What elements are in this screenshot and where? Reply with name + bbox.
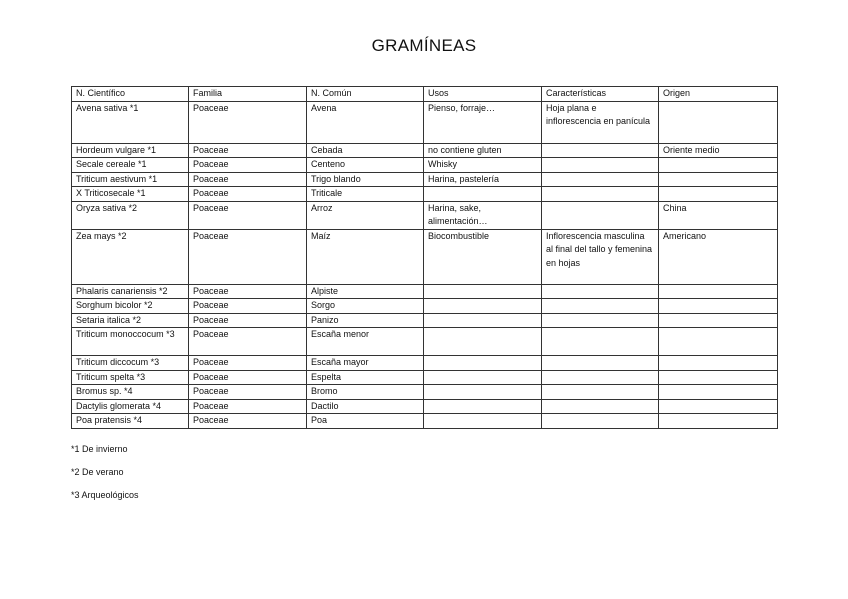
cell-scientific-name: Poa pratensis *4 [72, 414, 189, 429]
cell-uses [424, 385, 542, 400]
table-row [72, 399, 778, 414]
cell-uses [424, 313, 542, 328]
cell-scientific-name: Triticum monoccocum *3 [72, 328, 189, 356]
footnote-winter: *1 De invierno [71, 444, 128, 454]
cell-uses [424, 399, 542, 414]
grasses-table [71, 86, 778, 429]
cell-family: Poaceae [189, 187, 307, 202]
cell-common-name: Escaña mayor [307, 356, 424, 371]
cell-characteristics: Inflorescencia masculina al final del tallo y femenina en hojas [542, 229, 659, 284]
cell-uses: no contiene gluten [424, 143, 542, 158]
cell-characteristics [542, 385, 659, 400]
table-row [72, 385, 778, 400]
cell-uses: Harina, pastelería [424, 172, 542, 187]
header-origin: Origen [659, 87, 778, 102]
table-row [72, 356, 778, 371]
table-header-row [72, 87, 778, 102]
cell-scientific-name: Phalaris canariensis *2 [72, 284, 189, 299]
cell-uses [424, 328, 542, 356]
header-uses: Usos [424, 87, 542, 102]
cell-family: Poaceae [189, 313, 307, 328]
cell-characteristics [542, 284, 659, 299]
table-row [72, 172, 778, 187]
cell-uses [424, 284, 542, 299]
cell-characteristics [542, 299, 659, 314]
cell-origin [659, 356, 778, 371]
cell-origin: Oriente medio [659, 143, 778, 158]
header-common-name: N. Común [307, 87, 424, 102]
cell-origin [659, 284, 778, 299]
table-row [72, 414, 778, 429]
cell-family: Poaceae [189, 385, 307, 400]
cell-common-name: Maíz [307, 229, 424, 284]
cell-family: Poaceae [189, 229, 307, 284]
cell-uses: Biocombustible [424, 229, 542, 284]
cell-family: Poaceae [189, 172, 307, 187]
table-row [72, 313, 778, 328]
cell-uses [424, 414, 542, 429]
cell-family: Poaceae [189, 158, 307, 173]
cell-common-name: Centeno [307, 158, 424, 173]
table-row [72, 370, 778, 385]
cell-characteristics [542, 414, 659, 429]
cell-scientific-name: Zea mays *2 [72, 229, 189, 284]
cell-scientific-name: Triticum diccocum *3 [72, 356, 189, 371]
footnotes [71, 443, 139, 512]
table-row [72, 201, 778, 229]
cell-family: Poaceae [189, 370, 307, 385]
cell-uses: Whisky [424, 158, 542, 173]
cell-characteristics [542, 370, 659, 385]
cell-uses [424, 187, 542, 202]
cell-common-name: Escaña menor [307, 328, 424, 356]
cell-family: Poaceae [189, 299, 307, 314]
cell-origin [659, 399, 778, 414]
cell-common-name: Triticale [307, 187, 424, 202]
cell-origin [659, 328, 778, 356]
cell-uses [424, 370, 542, 385]
cell-scientific-name: Secale cereale *1 [72, 158, 189, 173]
cell-characteristics [542, 172, 659, 187]
cell-scientific-name: X Triticosecale *1 [72, 187, 189, 202]
cell-scientific-name: Avena sativa *1 [72, 101, 189, 143]
table-row [72, 284, 778, 299]
cell-scientific-name: Hordeum vulgare *1 [72, 143, 189, 158]
cell-origin [659, 414, 778, 429]
cell-common-name: Bromo [307, 385, 424, 400]
table-row [72, 101, 778, 143]
footnote-archaeological: *3 Arqueológicos [71, 490, 139, 500]
cell-common-name: Sorgo [307, 299, 424, 314]
page-title: GRAMÍNEAS [371, 36, 477, 55]
table-row [72, 299, 778, 314]
header-family: Familia [189, 87, 307, 102]
cell-scientific-name: Sorghum bicolor *2 [72, 299, 189, 314]
cell-origin [659, 299, 778, 314]
cell-family: Poaceae [189, 328, 307, 356]
cell-origin [659, 313, 778, 328]
cell-characteristics [542, 158, 659, 173]
cell-origin: China [659, 201, 778, 229]
cell-origin: Americano [659, 229, 778, 284]
cell-scientific-name: Setaria italica *2 [72, 313, 189, 328]
cell-family: Poaceae [189, 143, 307, 158]
cell-characteristics [542, 399, 659, 414]
cell-origin [659, 385, 778, 400]
cell-scientific-name: Triticum aestivum *1 [72, 172, 189, 187]
cell-family: Poaceae [189, 284, 307, 299]
table-row [72, 143, 778, 158]
cell-origin [659, 101, 778, 143]
cell-common-name: Poa [307, 414, 424, 429]
table-row [72, 187, 778, 202]
cell-common-name: Avena [307, 101, 424, 143]
cell-characteristics [542, 187, 659, 202]
cell-family: Poaceae [189, 399, 307, 414]
cell-scientific-name: Triticum spelta *3 [72, 370, 189, 385]
cell-common-name: Arroz [307, 201, 424, 229]
cell-common-name: Panizo [307, 313, 424, 328]
cell-uses [424, 356, 542, 371]
cell-uses [424, 299, 542, 314]
cell-common-name: Espelta [307, 370, 424, 385]
cell-origin [659, 172, 778, 187]
cell-characteristics: Hoja plana e inflorescencia en panícula [542, 101, 659, 143]
cell-family: Poaceae [189, 101, 307, 143]
header-characteristics: Características [542, 87, 659, 102]
table-row [72, 158, 778, 173]
cell-characteristics [542, 356, 659, 371]
cell-uses: Pienso, forraje… [424, 101, 542, 143]
cell-scientific-name: Bromus sp. *4 [72, 385, 189, 400]
cell-origin [659, 158, 778, 173]
cell-common-name: Trigo blando [307, 172, 424, 187]
cell-common-name: Cebada [307, 143, 424, 158]
cell-origin [659, 187, 778, 202]
table-row [72, 328, 778, 356]
cell-family: Poaceae [189, 356, 307, 371]
header-scientific-name: N. Científico [72, 87, 189, 102]
cell-family: Poaceae [189, 201, 307, 229]
cell-scientific-name: Dactylis glomerata *4 [72, 399, 189, 414]
cell-common-name: Dactilo [307, 399, 424, 414]
cell-family: Poaceae [189, 414, 307, 429]
cell-uses: Harina, sake, alimentación… [424, 201, 542, 229]
footnote-summer: *2 De verano [71, 467, 124, 477]
cell-characteristics [542, 328, 659, 356]
cell-origin [659, 370, 778, 385]
cell-characteristics [542, 143, 659, 158]
cell-common-name: Alpiste [307, 284, 424, 299]
cell-characteristics [542, 201, 659, 229]
table-row [72, 229, 778, 284]
cell-scientific-name: Oryza sativa *2 [72, 201, 189, 229]
cell-characteristics [542, 313, 659, 328]
